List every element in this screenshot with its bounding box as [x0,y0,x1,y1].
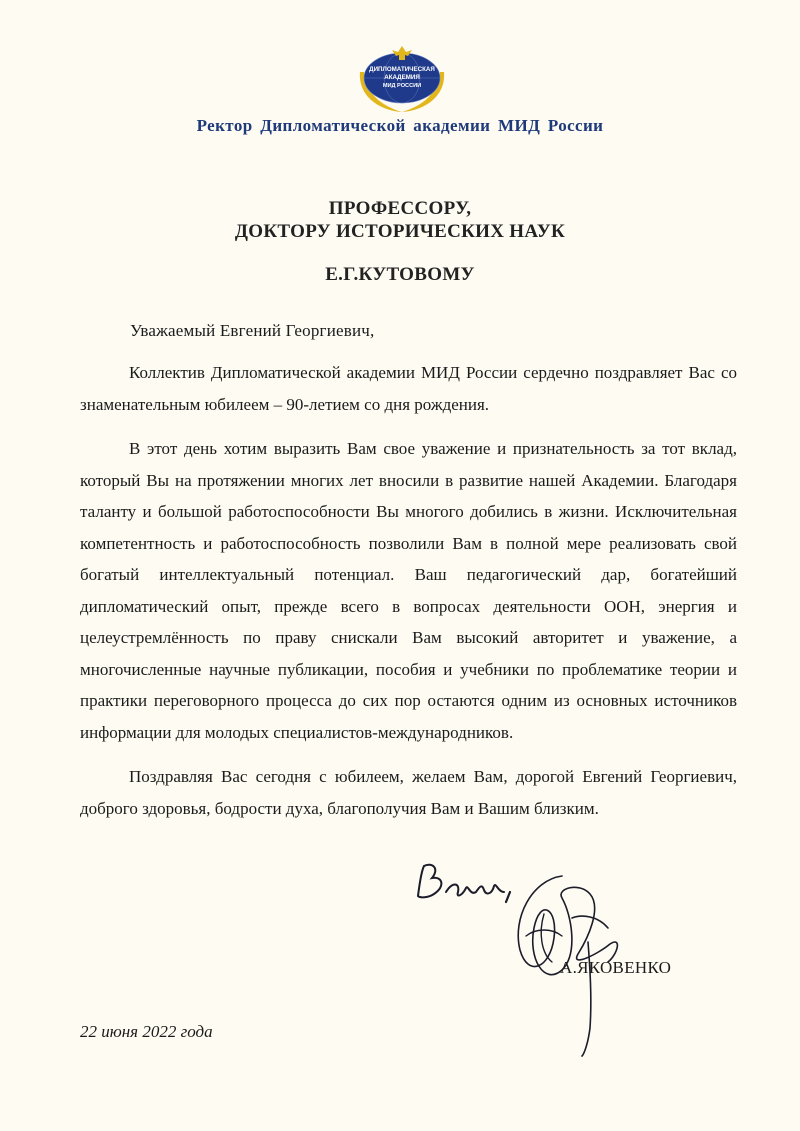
signer-name: А.ЯКОВЕНКО [560,958,672,977]
body-paragraph-3: Поздравляя Вас сегодня с юбилеем, желаем Вам, дорогой Евгений Георгиевич, доброго здоровья, бодрости духа, благополучия Вам и Вашим близким. [80,767,737,818]
academy-emblem-logo [352,42,452,114]
recipient-title-line-1: ПРОФЕССОРУ, [328,198,472,219]
salutation: Уважаемый Евгений Георгиевич, [130,321,375,340]
body-paragraph-2: В этот день хотим выразить Вам свое уважение и признательность за тот вклад, который Вы на протяжении многих лет вносили в развитие нашей Академии. Благодаря таланту и большой работоспособности Вы многого добились в жизни. Исключительная компетентность и работоспособность позволили Вам в полной мере реализовать свой богатый интеллектуальный потенциал. Ваш педагогический дар, богатейший дипломатический опыт, прежде всего в вопросах деятельности ООН, энергия и целеустремлённость по праву снискали Вам высокий авторитет и уважение, а многочисленные научные публикации, пособия и учебники по проблематике теории и практики переговорного процесса до сих пор остаются одним из основных источников информации для молодых специалистов-международников. [80,439,737,742]
logo-text-line-1: ДИПЛОМАТИЧЕСКАЯ [369,66,435,73]
letterhead-title: Ректор Дипломатической академии МИД России [196,116,604,135]
recipient-name: Е.Г.КУТОВОМУ [325,264,475,285]
logo-text-line-3: МИД РОССИИ [382,83,422,89]
logo-text-line-2: АКАДЕМИЯ [384,74,420,81]
recipient-title-line-2: ДОКТОРУ ИСТОРИЧЕСКИХ НАУК [234,221,566,242]
body-paragraph-1: Коллектив Дипломатической академии МИД России сердечно поздравляет Вас со знаменательным юбилеем – 90-летием со дня рождения. [80,363,737,414]
letter-date: 22 июня 2022 года [80,1022,213,1041]
letter-body [80,357,737,837]
